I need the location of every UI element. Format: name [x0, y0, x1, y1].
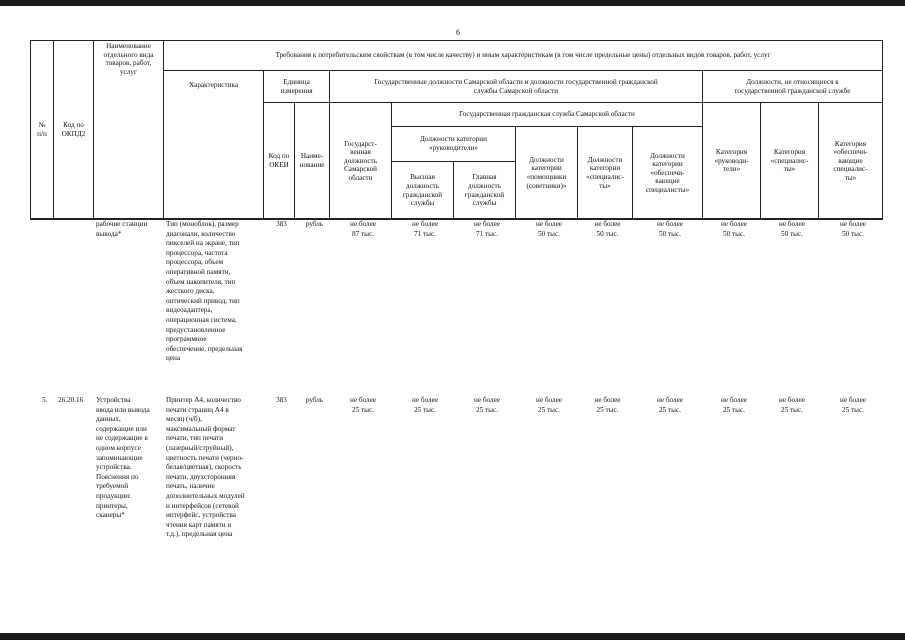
row1-value-state: не более 87 тыс.: [350, 220, 376, 238]
table-header: [30, 40, 883, 220]
col-cat-supporting-header: Категория «обеспечи- вающие специалис- ты»: [819, 103, 883, 220]
non-civil-header: Должности, не относящиеся к государственной гражданской службе: [703, 71, 883, 103]
col-state-position-header: Государст- венная должность Самарской области: [330, 103, 392, 220]
col-unit-header: Единица измерения: [264, 71, 330, 103]
row2-value-supporting: не более 25 тыс.: [657, 396, 683, 414]
col-characteristic-header: Характеристика: [164, 71, 264, 220]
col-name-header: Наименование отдельного вида товаров, работ, услуг: [94, 41, 164, 220]
header-bottom-rule: [30, 218, 882, 219]
heads-category-label: Должности категории «руководители»: [392, 127, 515, 162]
row1-name: рабочие станции вывода*: [96, 220, 148, 238]
col-okei-header: Код по ОКЕИ: [264, 103, 295, 220]
row1-value-main: не более 71 тыс.: [474, 220, 500, 238]
heads-subcolumns: [392, 162, 515, 219]
col-assistants-header: Должности категории «помощники (советники)»: [516, 127, 578, 220]
col-okpd-header: Код по ОКПД2: [54, 41, 94, 220]
row2-value-specialists: не более 25 тыс.: [594, 396, 621, 414]
col-supporting-header: Должности категории «обеспечи- вающие специалисты»: [633, 127, 703, 220]
bottom-edge-bar: [0, 633, 905, 640]
row2-name: Устройства ввода или вывода данных, содержащие или не содержащие в одном корпусе запоминающие устройства. Пояснения по требуемой продукции: принтеры, сканеры*: [96, 396, 150, 520]
row2-value-cat-heads: не более 25 тыс.: [721, 396, 747, 414]
row1-value-assistants: не более 50 тыс.: [536, 220, 562, 238]
row1-value-cat-heads: не более 50 тыс.: [721, 220, 747, 238]
row1-unit: рубль: [305, 220, 324, 228]
row1-value-cat-supporting: не более 50 тыс.: [840, 220, 866, 238]
row2-value-cat-supporting: не более 25 тыс.: [840, 396, 866, 414]
heads-category-header: [392, 127, 516, 220]
row2-okpd: 26.20.16: [58, 396, 84, 404]
row2-characteristic: Принтер А4, количество печати страниц А4 в месяц (ч/б), максимальный формат печати, тип печати (лазерный/струйный), цветность печати (черно- белая/цветная), скорость печати, двухсторонняя печать, наличие дополнительных модулей и интерфейсов (сетевой интерфейс, устройства чтения карт памяти и т.д.), предельная цена: [166, 396, 245, 539]
row1-okei: 383: [276, 220, 287, 228]
row2-value-assistants: не более 25 тыс.: [536, 396, 562, 414]
col-highest-header: Высшая должность гражданской службы: [392, 162, 454, 219]
col-cat-specialists-header: Категория «специалис- ты»: [761, 103, 819, 220]
row1-value-cat-specialists: не более 50 тыс.: [779, 220, 805, 238]
gov-positions-header: Государственные должности Самарской области и должности государственной гражданской службы Самарской области: [330, 71, 703, 103]
row1-value-supporting: не более 50 тыс.: [657, 220, 683, 238]
row2-okei: 383: [276, 396, 287, 404]
row2-num: 5.: [42, 396, 48, 404]
page-number: 6: [456, 28, 460, 37]
row2-value-main: не более 25 тыс.: [474, 396, 500, 414]
row1-value-highest: не более 71 тыс.: [412, 220, 438, 238]
top-edge-bar: [0, 0, 905, 6]
col-main-header: Главная должность гражданской службы: [464, 173, 505, 208]
col-unit-name-header: Наиме- нование: [295, 103, 330, 220]
col-specialists-header: Должности категории «специалис- ты»: [578, 127, 633, 220]
row2-unit: рубль: [305, 396, 324, 404]
col-cat-heads-header: Категория «руководи- тели»: [703, 103, 761, 220]
row2-value-cat-specialists: не более 25 тыс.: [779, 396, 805, 414]
row2-value-state: не более 25 тыс.: [350, 396, 376, 414]
col-num-header: № п/п: [31, 41, 54, 220]
row1-value-specialists: не более 50 тыс.: [594, 220, 621, 238]
row2-value-highest: не более 25 тыс.: [412, 396, 438, 414]
civil-service-header: Государственная гражданская служба Самарской области: [392, 103, 703, 127]
requirements-header: Требования к потребительским свойствам (в том числе качеству) и иным характеристикам (в том числе предельные цены) отдельных видов товаров, работ, услуг: [164, 41, 883, 71]
row1-characteristic: Тип (моноблок), размер диагонали, количество пикселей на экране, тип процессора, частота процессора, объем оперативной памяти, объем накопителя, тип жесткого диска, оптический привод, тип видеоадаптера, операционная система, предустановленное программное обеспечение, предельная цена: [166, 220, 243, 363]
